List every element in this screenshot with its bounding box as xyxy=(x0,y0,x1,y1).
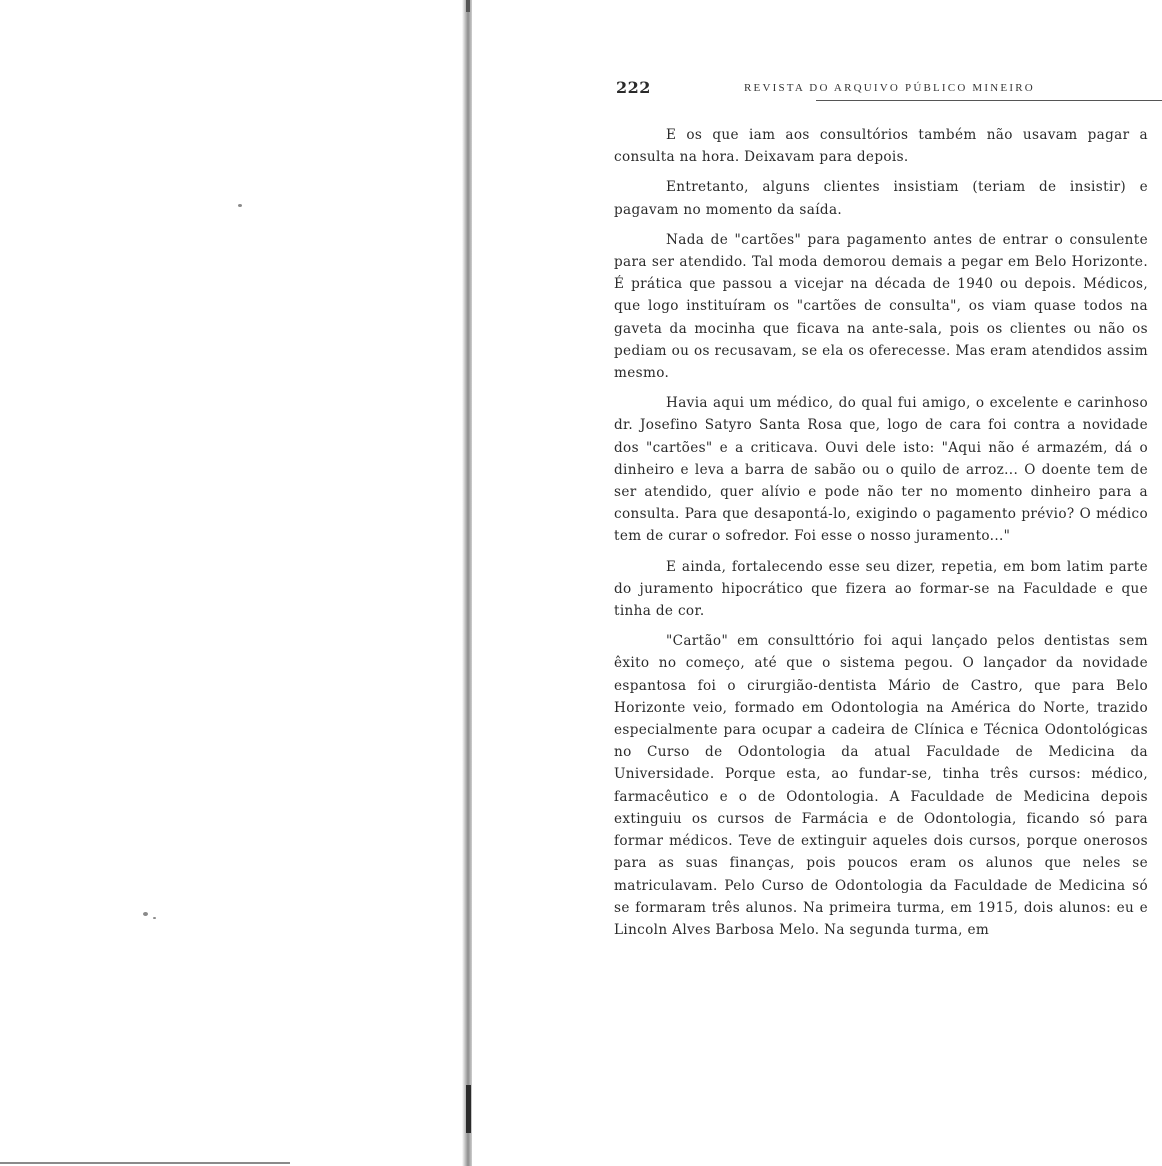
paragraph: E os que iam aos consultórios também não usavam pagar a consulta na hora. Deixavam para depois. xyxy=(614,127,1148,166)
paragraph: Havia aqui um médico, do qual fui amigo, o excelente e carinhoso dr. Josefino Satyro Santa Rosa que, logo de cara foi contra a novidade dos "cartões" e a criticava. Ouvi dele isto: "Aqui não é armazém, dá o dinheiro e leva a barra de sabão ou o quilo de arroz... O doente tem de ser atendido, quer alívio e pode não ter no momento dinheiro para a consulta. Para que desapontá-lo, exigindo o pagamento prévio? O médico tem de curar o sofredor. Foi esse o nosso juramento..." xyxy=(614,395,1148,545)
book-gutter xyxy=(462,0,472,1166)
paragraph: "Cartão" em consulttório foi aqui lançado pelos dentistas sem êxito no começo, até que o sistema pegou. O lançador da novidade espantosa foi o cirurgião-dentista Mário de Castro, que para Belo Horizonte veio, formado em Odontologia na América do Norte, trazido especialmente para ocupar a cadeira de Clínica e Técnica Odontológicas no Curso de Odontologia da atual Faculdade de Medicina da Universidade. Porque esta, ao fundar-se, tinha três cursos: médico, farmacêutico e o de Odontologia. A Faculdade de Medicina depois extinguiu os cursos de Farmácia e de Odontologia, ficando só para formar médicos. Teve de extinguir aqueles dois cursos, porque onerosos para as suas finanças, pois poucos eram os alunos que neles se matriculavam. Pelo Curso de Odontologia da Faculdade de Medicina só se formaram três alunos. Na primeira turma, em 1915, dois alunos: eu e Lincoln Alves Barbosa Melo. Na segunda turma, em xyxy=(614,633,1148,938)
left-blank-page xyxy=(0,0,470,1166)
paper-speck xyxy=(153,917,156,919)
gutter-shadow-top xyxy=(466,0,470,12)
header-rule xyxy=(816,100,1162,101)
text-page xyxy=(600,0,1160,1166)
page-number: 222 xyxy=(616,78,651,97)
body-text xyxy=(614,124,1148,949)
paragraph: E ainda, fortalecendo esse seu dizer, repetia, em bom latim parte do juramento hipocrático que fizera ao formar-se na Faculdade e que tinha de cor. xyxy=(614,558,1148,620)
running-title: REVISTA DO ARQUIVO PÚBLICO MINEIRO xyxy=(744,82,1035,94)
paragraph: Nada de "cartões" para pagamento antes de entrar o consulente para ser atendido. Tal moda demorou demais a pegar em Belo Horizonte. É prática que passou a vicejar na década de 1940 ou depois. Médicos, que logo instituíram os "cartões de consulta", os viam quase todos na gaveta da mocinha que ficava na ante-sala, pois os clientes ou não os pediam ou os recusavam, se ela os oferecesse. Mas eram atendidos assim mesmo. xyxy=(614,231,1148,382)
bottom-edge-line xyxy=(0,1162,290,1164)
gutter-shadow-bottom xyxy=(466,1085,471,1133)
paper-speck xyxy=(238,204,242,207)
page-header xyxy=(616,78,1148,102)
paper-speck xyxy=(143,912,148,916)
paragraph: Entretanto, alguns clientes insistiam (teriam de insistir) e pagavam no momento da saída. xyxy=(614,179,1148,218)
